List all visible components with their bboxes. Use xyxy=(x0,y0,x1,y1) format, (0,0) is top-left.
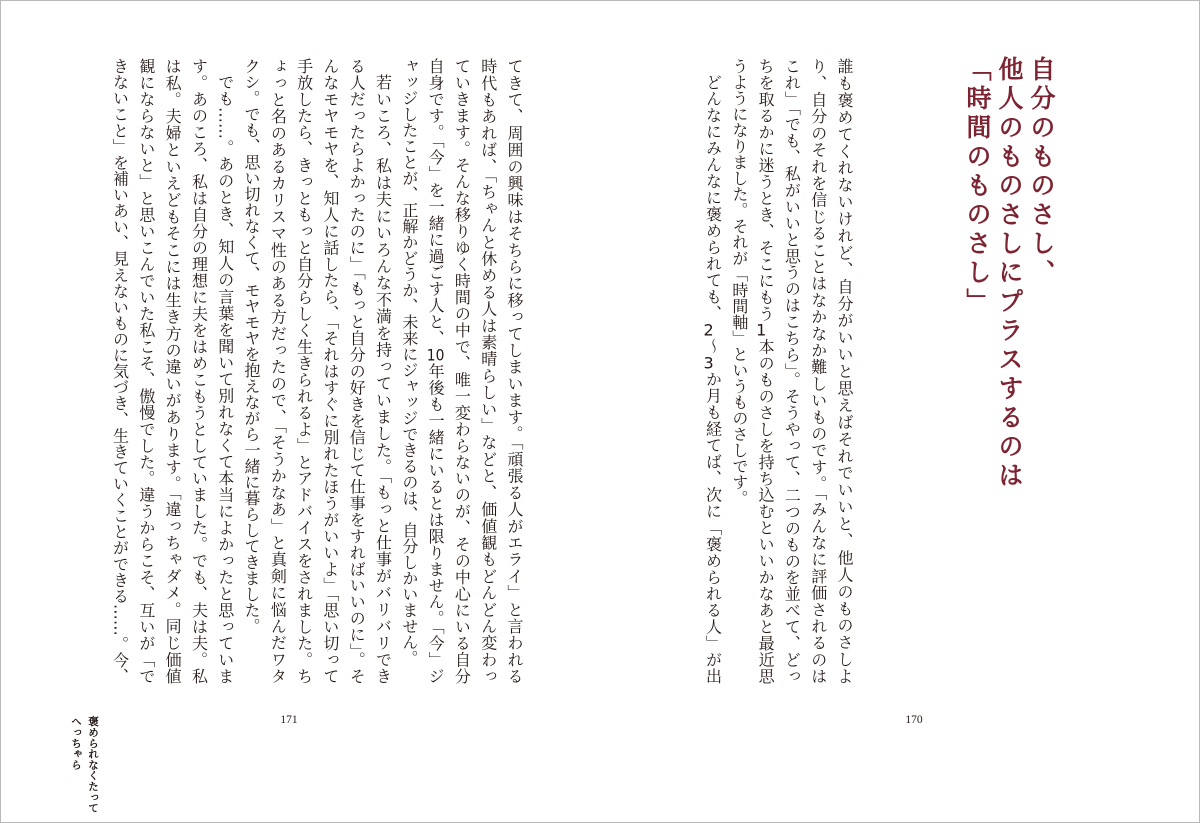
upright-numeral: 10 xyxy=(426,346,445,363)
text-column: 時代もあれば、「ちゃんと休める人は素晴らしい」などと、価値観もどんどん変わっ xyxy=(478,58,498,684)
text-column: きないこと」を補いあい、見えないものに気づき、生きていくことができる……。今、 xyxy=(110,58,130,684)
text-column: は私。夫婦といえどもそこには生き方の違いがあります。「違っちゃダメ。同じ価値 xyxy=(163,58,183,684)
text-column: る人だったらよかったのに」「もっと自分の好きを信じて仕事をすればいいのに」。そ xyxy=(347,58,367,684)
body-text xyxy=(699,58,857,684)
page-number: 170 xyxy=(905,714,923,726)
heading-line: 他人のものさしにプラスするのは xyxy=(995,56,1024,491)
text-column: でも……。あのとき、知人の言葉を聞いて別れなくて本当によかったと思っていま xyxy=(215,74,235,684)
text-column: 自身です。「今」を一緒に過ごす人と、10年後も一緒にいるとは限りません。「今」ジ xyxy=(426,58,446,685)
text-column: ょっと名のあるカリスマ性のある方だったので、「そうかなあ」と真剣に悩んだワタ xyxy=(268,58,288,684)
text-column: 手放したら、きっともっと自分らしく生きられるよ」とアドバイスをされました。ち xyxy=(294,58,314,684)
chapter-heading xyxy=(961,56,1057,491)
text-column: 若いころ、私は夫にいろんな不満を持っていました。「もっと仕事がバリバリでき xyxy=(373,74,393,684)
text-column: クシ。でも、思い切れなくて、モヤモヤを抱えながら一緒に暮らしてきました。 xyxy=(242,58,262,634)
text-column: す。あのころ、私は自分の理想に夫をはめこもうとしていました。でも、夫は夫。私 xyxy=(189,58,209,684)
text-column: 観にならないと」と思いこんでいた私こそ、傲慢でした。違うからこそ、互いが「で xyxy=(136,58,156,684)
body-text xyxy=(106,58,527,684)
text-column: これ」「でも、私がいいと思うのはこちら」。そうやって、二つのものを並べて、どっ xyxy=(782,58,802,684)
page-171 xyxy=(1,1,601,822)
text-column: うようになりました。それが「時間軸」というものさしです。 xyxy=(729,58,749,506)
text-column: り、自分のそれを信じることはなかなか難しいものです。「みんなに評価されるのは xyxy=(808,58,828,684)
text-column: ちを取るかに迷うとき、そこにもう1本のものさしを持ち込むといいかなあと最近思 xyxy=(756,58,776,685)
running-title-line: 褒められなくたって xyxy=(87,716,99,814)
text-column: ャッジしたことが、正解かどうか、未来にジャッジできるのは、自分しかいません。 xyxy=(399,58,419,666)
heading-line: 自分のものさし、 xyxy=(1027,56,1056,288)
heading-line: 「時間のものさし」 xyxy=(963,56,992,317)
running-title-line: へっちゃら xyxy=(70,716,82,770)
text-column: どんなにみんなに褒められても、2〜3か月も経てば、次に「褒められる人」が出 xyxy=(703,74,723,684)
running-title xyxy=(67,716,101,813)
upright-numeral: 1 xyxy=(756,321,767,338)
page-number: 171 xyxy=(280,714,298,726)
upright-numeral: 3 xyxy=(703,354,714,371)
upright-numeral: 2 xyxy=(703,321,714,338)
page-170 xyxy=(601,1,1200,822)
text-column: てきて、周囲の興味はそちらに移ってしまいます。「頑張る人がエライ」と言われる xyxy=(505,58,524,684)
text-column: んなモヤモヤを、知人に話したら、「それはすぐに別れたほうがいいよ」「思い切って xyxy=(320,58,340,685)
text-column: ていきます。そんな移りゆく時間の中で、唯一変わらないのが、その中心にいる自分 xyxy=(452,58,472,684)
text-column: 誰も褒めてくれないけれど、自分がいいと思えばそれでいいと、他人のものさしよ xyxy=(835,58,854,684)
